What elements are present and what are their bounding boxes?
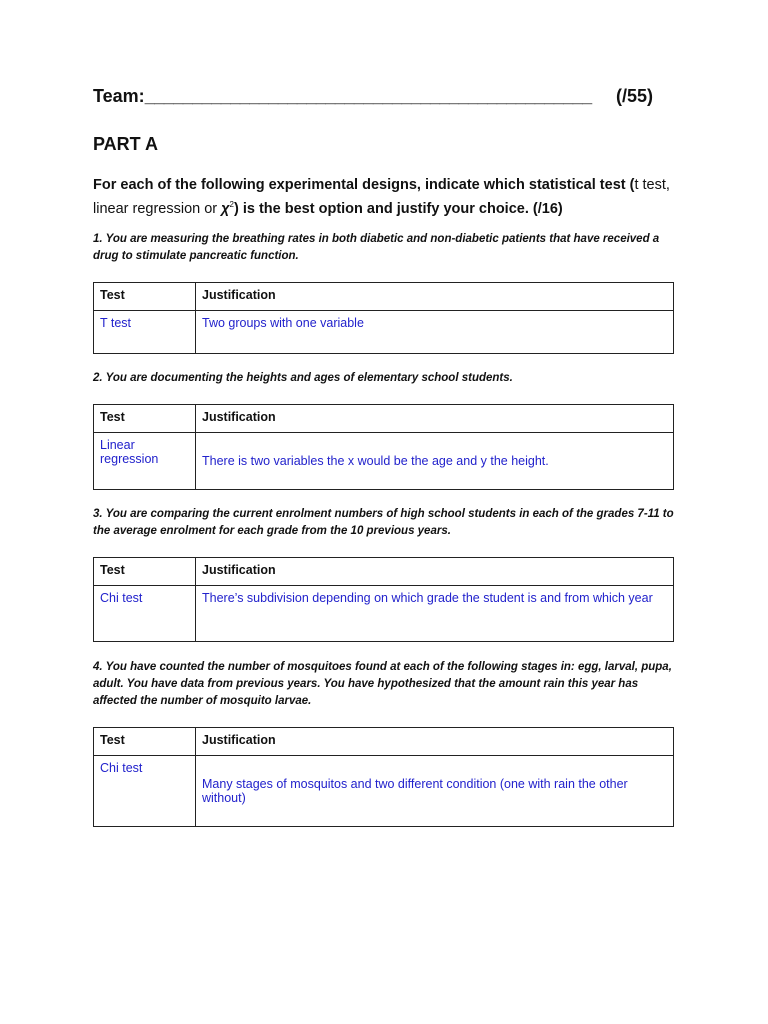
total-score: (/55): [615, 86, 653, 106]
justification-header: Justification: [196, 405, 674, 433]
justification-answer[interactable]: There is two variables the x would be the age and y the height.: [196, 433, 674, 490]
justification-answer[interactable]: Two groups with one variable: [196, 311, 674, 354]
part-title: PART A: [93, 134, 158, 154]
question-1: 1. You are measuring the breathing rates in both diabetic and non-diabetic patients that have received a drug to stimulate pancreatic function.: [93, 233, 660, 262]
answer-table-4: [93, 727, 674, 827]
answer-table-1: [93, 282, 674, 354]
chi-symbol: χ: [221, 200, 230, 217]
justification-answer[interactable]: There’s subdivision depending on which grade the student is and from which year: [196, 586, 674, 642]
question-2: 2. You are documenting the heights and ages of elementary school students.: [93, 372, 513, 384]
justification-header: Justification: [196, 558, 674, 586]
justification-answer[interactable]: Many stages of mosquitos and two different condition (one with rain the other without): [196, 756, 674, 827]
test-answer[interactable]: Chi test: [94, 756, 196, 827]
team-header: [93, 86, 653, 107]
justification-header: Justification: [196, 728, 674, 756]
instructions-bold-start: For each of the following experimental designs, indicate which statistical test (: [93, 177, 635, 193]
test-header: Test: [94, 283, 196, 311]
team-label: Team:_______________________________________________: [93, 86, 592, 106]
instructions: [93, 175, 683, 219]
test-header: Test: [94, 728, 196, 756]
test-answer[interactable]: Chi test: [94, 586, 196, 642]
test-answer[interactable]: T test: [94, 311, 196, 354]
instructions-bold-end: ) is the best option and justify your choice. (/16): [234, 200, 563, 217]
team-name-blank: _______________________________________________: [144, 86, 592, 106]
instructions-options: t test, linear regression or: [93, 177, 670, 217]
test-answer[interactable]: Linear regression: [94, 433, 196, 490]
test-header: Test: [94, 558, 196, 586]
chi-superscript: 2: [229, 200, 234, 209]
answer-table-2: [93, 404, 674, 490]
justification-header: Justification: [196, 283, 674, 311]
question-3: 3. You are comparing the current enrolment numbers of high school students in each of the grades 7-11 to the average enrolment for each grade from the 10 previous years.: [93, 508, 674, 537]
answer-table-3: [93, 557, 674, 642]
test-header: Test: [94, 405, 196, 433]
question-4: 4. You have counted the number of mosquitoes found at each of the following stages in: egg, larval, pupa, adult. You have data from previous years. You have hypothesized that the amount rain this year has affected the number of mosquito larvae.: [93, 661, 672, 707]
